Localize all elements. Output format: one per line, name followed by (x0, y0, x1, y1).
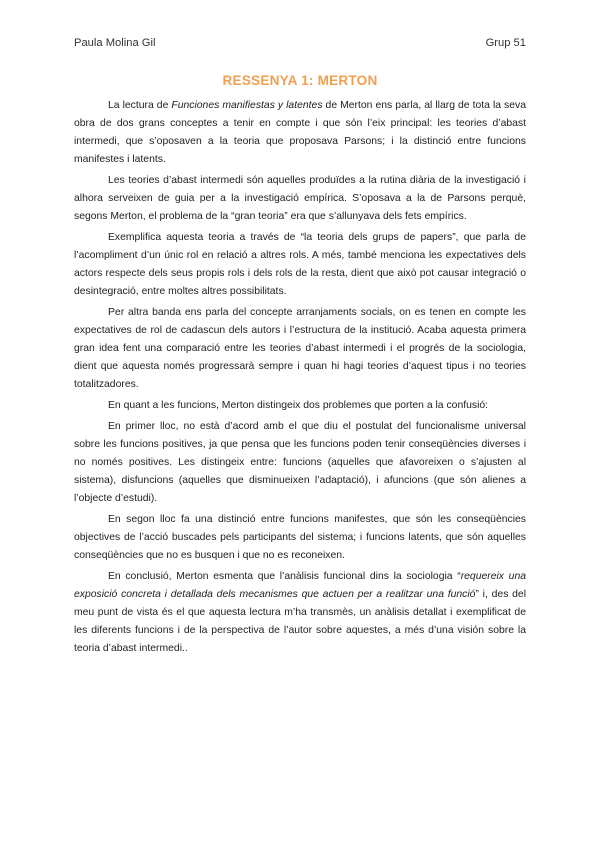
paragraph-text: Exemplifica aquesta teoria a través de “la teoria dels grups de papers”, que parla de l’acompliment d’un únic rol en relació a altres rols. A més, també menciona les expectatives dels actors respecte dels seus propis rols i dels rols de la resta, dient que això pot causar integració o desintegració, entre moltes altres possibilitats. (74, 231, 526, 298)
italic-text: Funciones manifiestas y latentes (171, 100, 323, 111)
body-paragraph (74, 418, 526, 508)
paragraph-text: Les teories d’abast intermedi són aquelles produïdes a la rutina diària de la investigació i alhora serveixen de guia per a la investigació empírica. S’oposava a la de Parsons perquè, segons Merton, el problema de la “gran teoria” era que s’allunyava dels fets empírics. (74, 174, 526, 223)
body-paragraph (74, 97, 526, 169)
document-title: RESSENYA 1: MERTON (222, 73, 378, 88)
body-paragraph (74, 511, 526, 565)
paragraph-text: En conclusió, Merton esmenta que l’anàlisis funcional dins la sociologia “ (108, 570, 461, 582)
body-paragraph (74, 229, 526, 301)
paragraph-text: En quant a les funcions, Merton distingeix dos problemes que porten a la confusió: (108, 399, 489, 411)
body-paragraph (74, 397, 526, 415)
paragraph-text: En segon lloc fa una distinció entre funcions manifestes, que són les conseqüències objectives de l’acció buscades pels participants del sistema; i funcions latents, que són aquelles conseqüències que no es busquen i que no es reconeixen. (74, 513, 526, 561)
body-paragraph (74, 172, 526, 226)
page-header (74, 37, 526, 49)
paragraph-text: La lectura de (108, 100, 172, 111)
group-number: Grup 51 (485, 37, 526, 49)
paragraph-text: En primer lloc, no està d’acord amb el que diu el postulat del funcionalisme universal sobre les funcions positives, ja que pensa que les funcions poden tenir conseqüències diverses i no només positives. Les distingeix entre: funcions (aquelles que afavoreixen o s’ajusten al sistema), disfuncions (aquelles que disminueixen l’adaptació), i afuncions (que són alienes a l’objecte d’estudi). (74, 420, 526, 504)
author-name: Paula Molina Gil (74, 37, 156, 49)
document-body (74, 97, 526, 661)
body-paragraph (74, 568, 526, 658)
paragraph-text: Per altra banda ens parla del concepte arranjaments socials, on es tenen en compte les expectatives de rol de cadascun dels autors i l’estructura de la institució. Acaba aquesta primera gran idea fent una comparació entre les teories d’abast intermedi i el progrés de la sociologia, dient que aquesta només progressarà sempre i quan hi hagi teories d’aquest tipus i no teories totalitzadores. (74, 306, 526, 391)
body-paragraph (74, 304, 526, 394)
paragraph-text: de Merton ens parla, al llarg de tota la seva obra de dos grans conceptes a tenir en compte i que són l’eix principal: les teories d’abast intermedi, que s’oposaven a la teoria que proposava Parsons; i la distinció entre funcions manifestes i latents. (74, 100, 526, 166)
italic-text: requereix una exposició concreta i detallada dels mecanismes que actuen per a realitzar una funció (74, 570, 526, 600)
paragraph-text: ” i, des del meu punt de vista és el que aquesta lectura m’ha transmès, un anàlisis detallat i exemplificat de les diferents funcions i de la perspectiva de l’autor sobre aquestes, a més d’una visión sobre la teoria d’abast intermedi.. (74, 588, 527, 654)
